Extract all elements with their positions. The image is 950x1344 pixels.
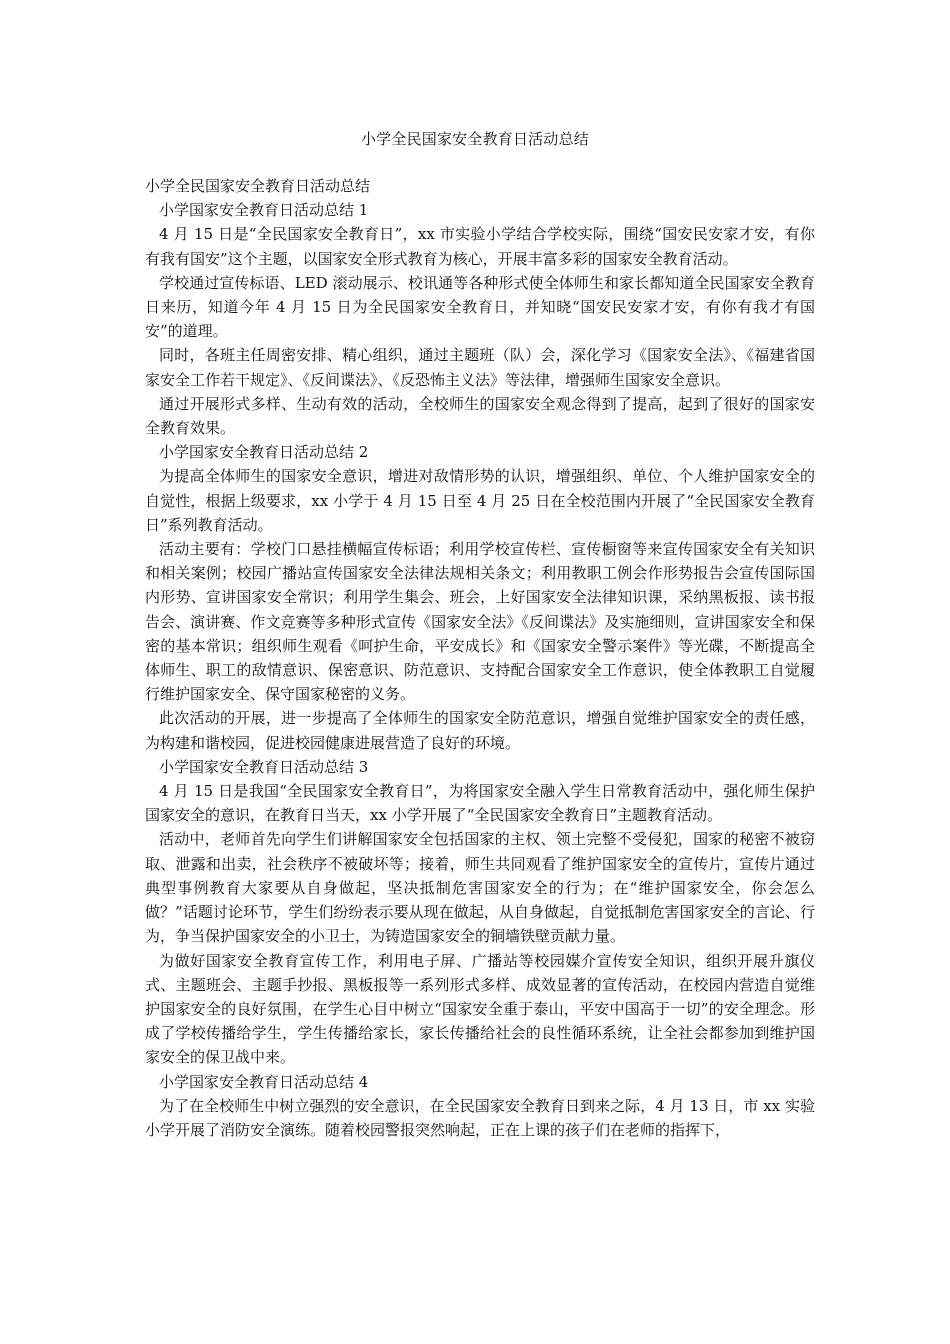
section-subheading: 小学国家安全教育日活动总结 3: [159, 757, 369, 776]
body-paragraph: 活动主要有：学校门口悬挂横幅宣传标语；利用学校宣传栏、宣传橱窗等来宣传国家安全有关知识和相关案例；校园广播站宣传国家安全法律法规相关条文；利用教职工例会作形势报告会宣传国际国内形势、宣讲国家安全常识；利用学生集会、班会，上好国家安全法律知识课，采纳黑板报、读书报告会、演讲赛、作文竞赛等多种形式宣传《国家安全法》《反间谍法》及实施细则，宣讲国家安全和保密的基本常识；组织师生观看《呵护生命，平安成长》和《国家安全警示案件》等光碟，不断提高全体师生、职工的敌情意识、保密意识、防范意识、支持配合国家安全工作意识，使全体教职工自觉履行维护国家安全、保守国家秘密的义务。: [145, 540, 815, 704]
body-paragraph: 为了在全校师生中树立强烈的安全意识，在全民国家安全教育日到来之际，4 月 13 日，市 xx 实验小学开展了消防安全演练。随着校园警报突然响起，正在上课的孩子们在老师的指挥下，: [145, 1096, 815, 1139]
body-paragraph: 为提高全体师生的国家安全意识，增进对敌情形势的认识，增强组织、单位、个人维护国家安全的自觉性，根据上级要求，xx 小学于 4 月 15 日至 4 月 25 日在全校范围内开展了“全民国家安全教育日”系列教育活动。: [145, 467, 815, 534]
body-paragraph: 为做好国家安全教育宣传工作，利用电子屏、广播站等校园媒介宣传安全知识，组织开展升旗仪式、主题班会、主题手抄报、黑板报等一系列形式多样、成效显著的宣传活动，在校园内营造自觉维护国家安全的良好氛围，在学生心目中树立“国家安全重于泰山，平安中国高于一切”的安全理念。形成了学校传播给学生，学生传播给家长，家长传播给社会的良性循环系统，让全社会都参加到维护国家安全的保卫战中来。: [145, 951, 815, 1067]
section-subheading: 小学国家安全教育日活动总结 4: [159, 1072, 369, 1091]
section-subheading: 小学国家安全教育日活动总结 2: [159, 443, 369, 462]
section-heading: 小学全民国家安全教育日活动总结: [145, 177, 371, 195]
body-paragraph: 同时，各班主任周密安排、精心组织，通过主题班（队）会，深化学习《国家安全法》、《福建省国家安全工作若干规定》、《反间谍法》、《反恐怖主义法》等法律，增强师生国家安全意识。: [145, 346, 815, 389]
body-paragraph: 4 月 15 日是“全民国家安全教育日”，xx 市实验小学结合学校实际，围绕“国安民安家才安，有你有我有国安”这个主题，以国家安全形式教育为核心，开展丰富多彩的国家安全教育活动。: [145, 225, 815, 268]
body-paragraph: 学校通过宣传标语、LED 滚动展示、校讯通等各种形式使全体师生和家长都知道全民国家安全教育日来历，知道今年 4 月 15 日为全民国家安全教育日，并知晓“国安民安家才安，有你有我才有国安”的道理。: [145, 273, 815, 341]
body-paragraph: 活动中，老师首先向学生们讲解国家安全包括国家的主权、领土完整不受侵犯，国家的秘密不被窃取、泄露和出卖，社会秩序不被破坏等；接着，师生共同观看了维护国家安全的宣传片，宣传片通过典型事例教育大家要从自身做起，坚决抵制危害国家安全的行为；在“维护国家安全，你会怎么做？”话题讨论环节，学生们纷纷表示要从现在做起，从自身做起，自觉抵制危害国家安全的言论、行为，争当保护国家安全的小卫士，为铸造国家安全的铜墙铁壁贡献力量。: [145, 830, 815, 946]
body-paragraph: 此次活动的开展，进一步提高了全体师生的国家安全防范意识，增强自觉维护国家安全的责任感，为构建和谐校园，促进校园健康进展营造了良好的环境。: [145, 709, 815, 752]
document-body: [145, 174, 815, 1142]
document-title: 小学全民国家安全教育日活动总结: [360, 130, 589, 148]
body-paragraph: 4 月 15 日是我国“全民国家安全教育日”，为将国家安全融入学生日常教育活动中，强化师生保护国家安全的意识，在教育日当天，xx 小学开展了“全民国家安全教育日”主题教育活动。: [145, 782, 815, 825]
section-subheading: 小学国家安全教育日活动总结 1: [159, 201, 369, 220]
body-paragraph: 通过开展形式多样、生动有效的活动，全校师生的国家安全观念得到了提高，起到了很好的国家安全教育效果。: [145, 394, 815, 438]
